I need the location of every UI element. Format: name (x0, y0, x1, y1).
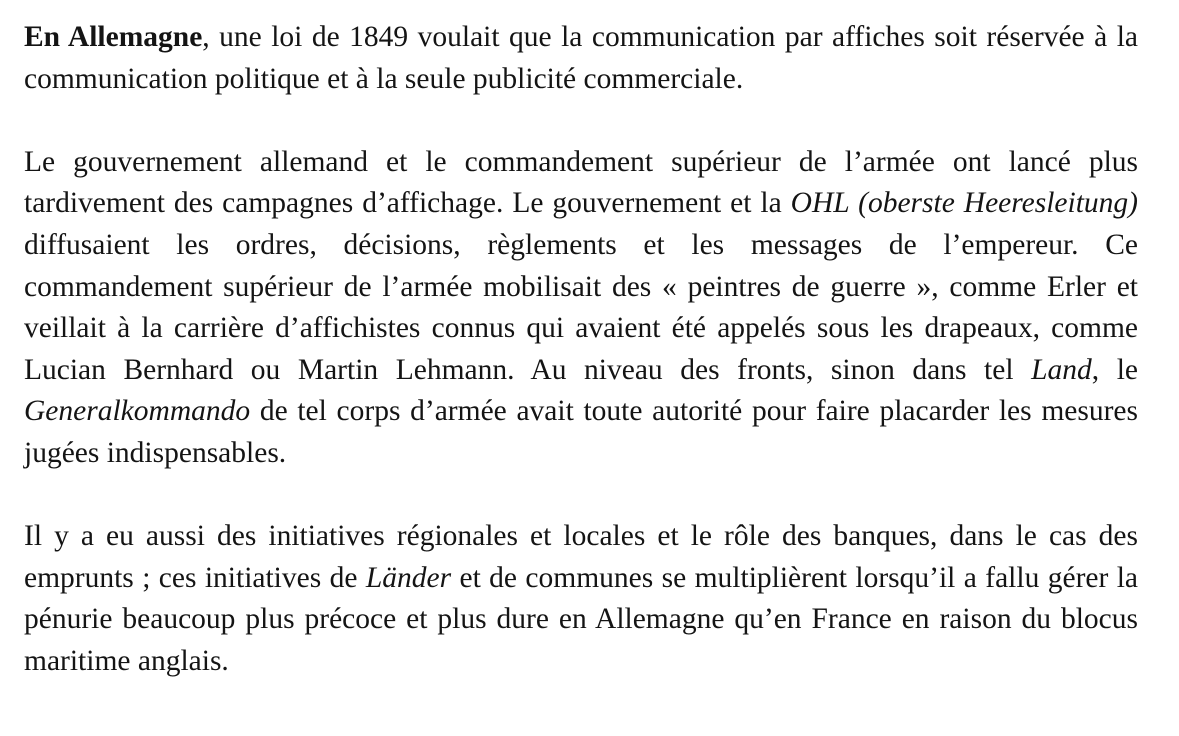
document-page (24, 17, 1138, 683)
emphasis-bold: En Allemagne (24, 21, 203, 53)
text-run: Le gouvernement allemand et le commandement supérieur de l’armée ont lancé plus tardivement des campagnes d’affichage. Le gouvernement et la (24, 145, 1138, 220)
paragraph-regional-initiatives (24, 516, 1138, 682)
paragraph-germany-law (24, 17, 1138, 100)
text-run: diffusaient les ordres, décisions, règlements et les messages de l’empereur. Ce commandement supérieur de l’armée mobilisait des « peintres de guerre », comme Erler et veillait à la carrière d’affichistes connus qui avaient été appelés sous les drapeaux, comme Lucian Bernhard ou Martin Lehmann. Au niveau des fronts, sinon dans tel (24, 228, 1138, 386)
text-run: Il y a eu aussi des initiatives régionales et locales et le rôle des banques, dans le cas des emprunts ; ces initiatives de (24, 520, 1138, 594)
emphasis-italic: Generalkommando (24, 395, 251, 428)
text-run: et de communes se multiplièrent lorsqu’il a fallu gérer la pénurie beaucoup plus précoce et plus dure en Allemagne qu’en France en raison du blocus maritime anglais. (24, 561, 1138, 677)
text-run: de tel corps d’armée avait toute autorité pour faire placarder les mesures jugées indispensables. (24, 395, 1138, 469)
paragraph-government-campaigns (24, 142, 1138, 475)
emphasis-italic: Länder (365, 561, 452, 594)
emphasis-italic: OHL (oberste Heeresleitung) (790, 187, 1138, 220)
emphasis-italic: Land (1031, 353, 1092, 386)
text-run: , une loi de 1849 voulait que la communication par affiches soit réservée à la communication politique et à la seule publicité commerciale. (24, 21, 1138, 95)
text-run: , le (1091, 353, 1138, 386)
